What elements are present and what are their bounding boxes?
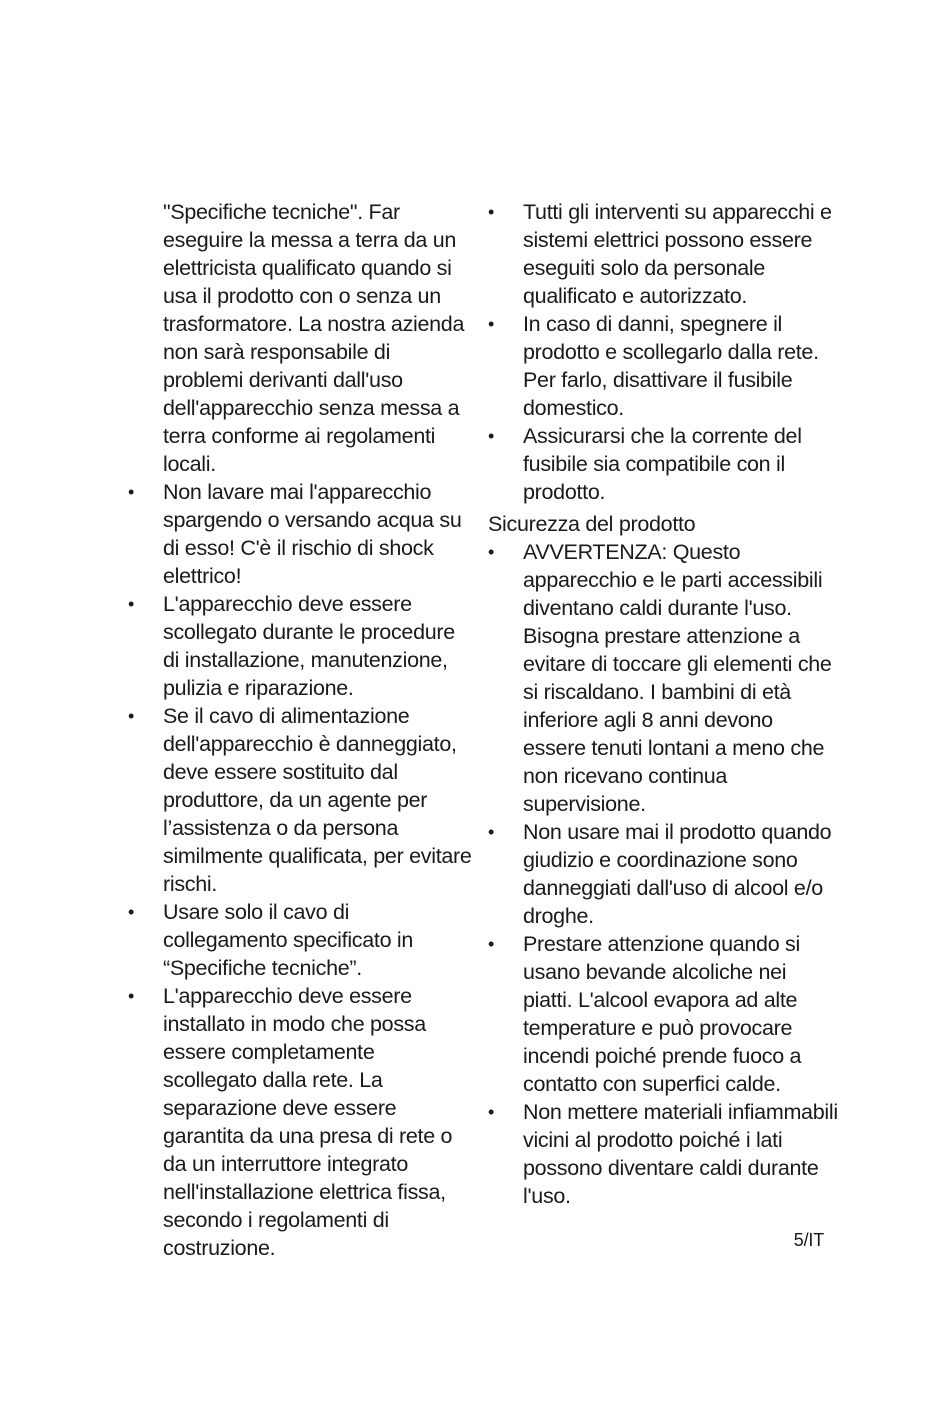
bullet-icon: • (488, 934, 495, 954)
list-item (128, 982, 473, 1262)
list-item-text: AVVERTENZA: Questo apparecchio e le parti accessibili diventano caldi durante l'uso. Bisogna prestare attenzione a evitare di toccare gli elementi che si riscaldano. I bambini di età inferiore agli 8 anni devono essere tenuti lontani a meno che non ricevano continua supervisione. (523, 540, 832, 816)
list-item (488, 422, 838, 506)
list-item-text: Non mettere materiali infiammabili vicini al prodotto poiché i lati possono diventare caldi durante l'uso. (523, 1100, 838, 1208)
right-column (488, 198, 838, 1210)
list-item (488, 198, 838, 310)
right-bottom-bullet-list (488, 538, 838, 1210)
bullet-icon: • (488, 1102, 495, 1122)
list-item-text: Assicurarsi che la corrente del fusibile sia compatibile con il prodotto. (523, 424, 802, 504)
list-item-text: Usare solo il cavo di collegamento specificato in “Specifiche tecniche”. (163, 900, 414, 980)
section-heading: Sicurezza del prodotto (488, 512, 696, 536)
list-item (128, 590, 473, 702)
list-item (488, 1098, 838, 1210)
list-item (488, 538, 838, 818)
bullet-icon: • (128, 902, 135, 922)
list-item (488, 818, 838, 930)
list-item-text: Non lavare mai l'apparecchio spargendo o versando acqua su di esso! C'è il rischio di shock elettrico! (163, 480, 462, 588)
bullet-icon: • (488, 542, 495, 562)
list-item-text: L'apparecchio deve essere scollegato durante le procedure di installazione, manutenzione, pulizia e riparazione. (163, 592, 455, 700)
list-item-text: L'apparecchio deve essere installato in modo che possa essere completamente scollegato dalla rete. La separazione deve essere garantita da una presa di rete o da un interruttore integrato nell'installazione elettrica fissa, secondo i regolamenti di costruzione. (163, 984, 453, 1260)
page-number: 5/IT (793, 1230, 824, 1250)
bullet-icon: • (128, 706, 135, 726)
left-bullet-list (128, 478, 473, 1262)
bullet-icon: • (128, 986, 135, 1006)
list-item-text: Se il cavo di alimentazione dell'apparecchio è danneggiato, deve essere sostituito dal produttore, da un agente per l’assistenza o da persona similmente qualificata, per evitare rischi. (163, 704, 472, 896)
list-item (128, 898, 473, 982)
left-column (128, 198, 473, 1262)
list-item (128, 702, 473, 898)
list-item (128, 478, 473, 590)
intro-paragraph: "Specifiche tecniche". Far eseguire la messa a terra da un elettricista qualificato quando si usa il prodotto con o senza un trasformatore. La nostra azienda non sarà responsabile di problemi derivanti dall'uso dell'apparecchio senza messa a terra conforme ai regolamenti locali. (163, 200, 465, 476)
bullet-icon: • (488, 426, 495, 446)
list-item-text: In caso di danni, spegnere il prodotto e scollegarlo dalla rete. Per farlo, disattivare il fusibile domestico. (523, 312, 819, 420)
bullet-icon: • (488, 202, 495, 222)
list-item (488, 930, 838, 1098)
list-item-text: Non usare mai il prodotto quando giudizio e coordinazione sono danneggiati dall'uso di alcool e/o droghe. (523, 820, 832, 928)
bullet-icon: • (488, 822, 495, 842)
list-item (488, 310, 838, 422)
bullet-icon: • (128, 482, 135, 502)
list-item-text: Tutti gli interventi su apparecchi e sistemi elettrici possono essere eseguiti solo da personale qualificato e autorizzato. (523, 200, 832, 308)
list-item-text: Prestare attenzione quando si usano bevande alcoliche nei piatti. L'alcool evapora ad alte temperature e può provocare incendi poiché prende fuoco a contatto con superfici calde. (523, 932, 802, 1096)
bullet-icon: • (488, 314, 495, 334)
right-top-bullet-list (488, 198, 838, 506)
bullet-icon: • (128, 594, 135, 614)
